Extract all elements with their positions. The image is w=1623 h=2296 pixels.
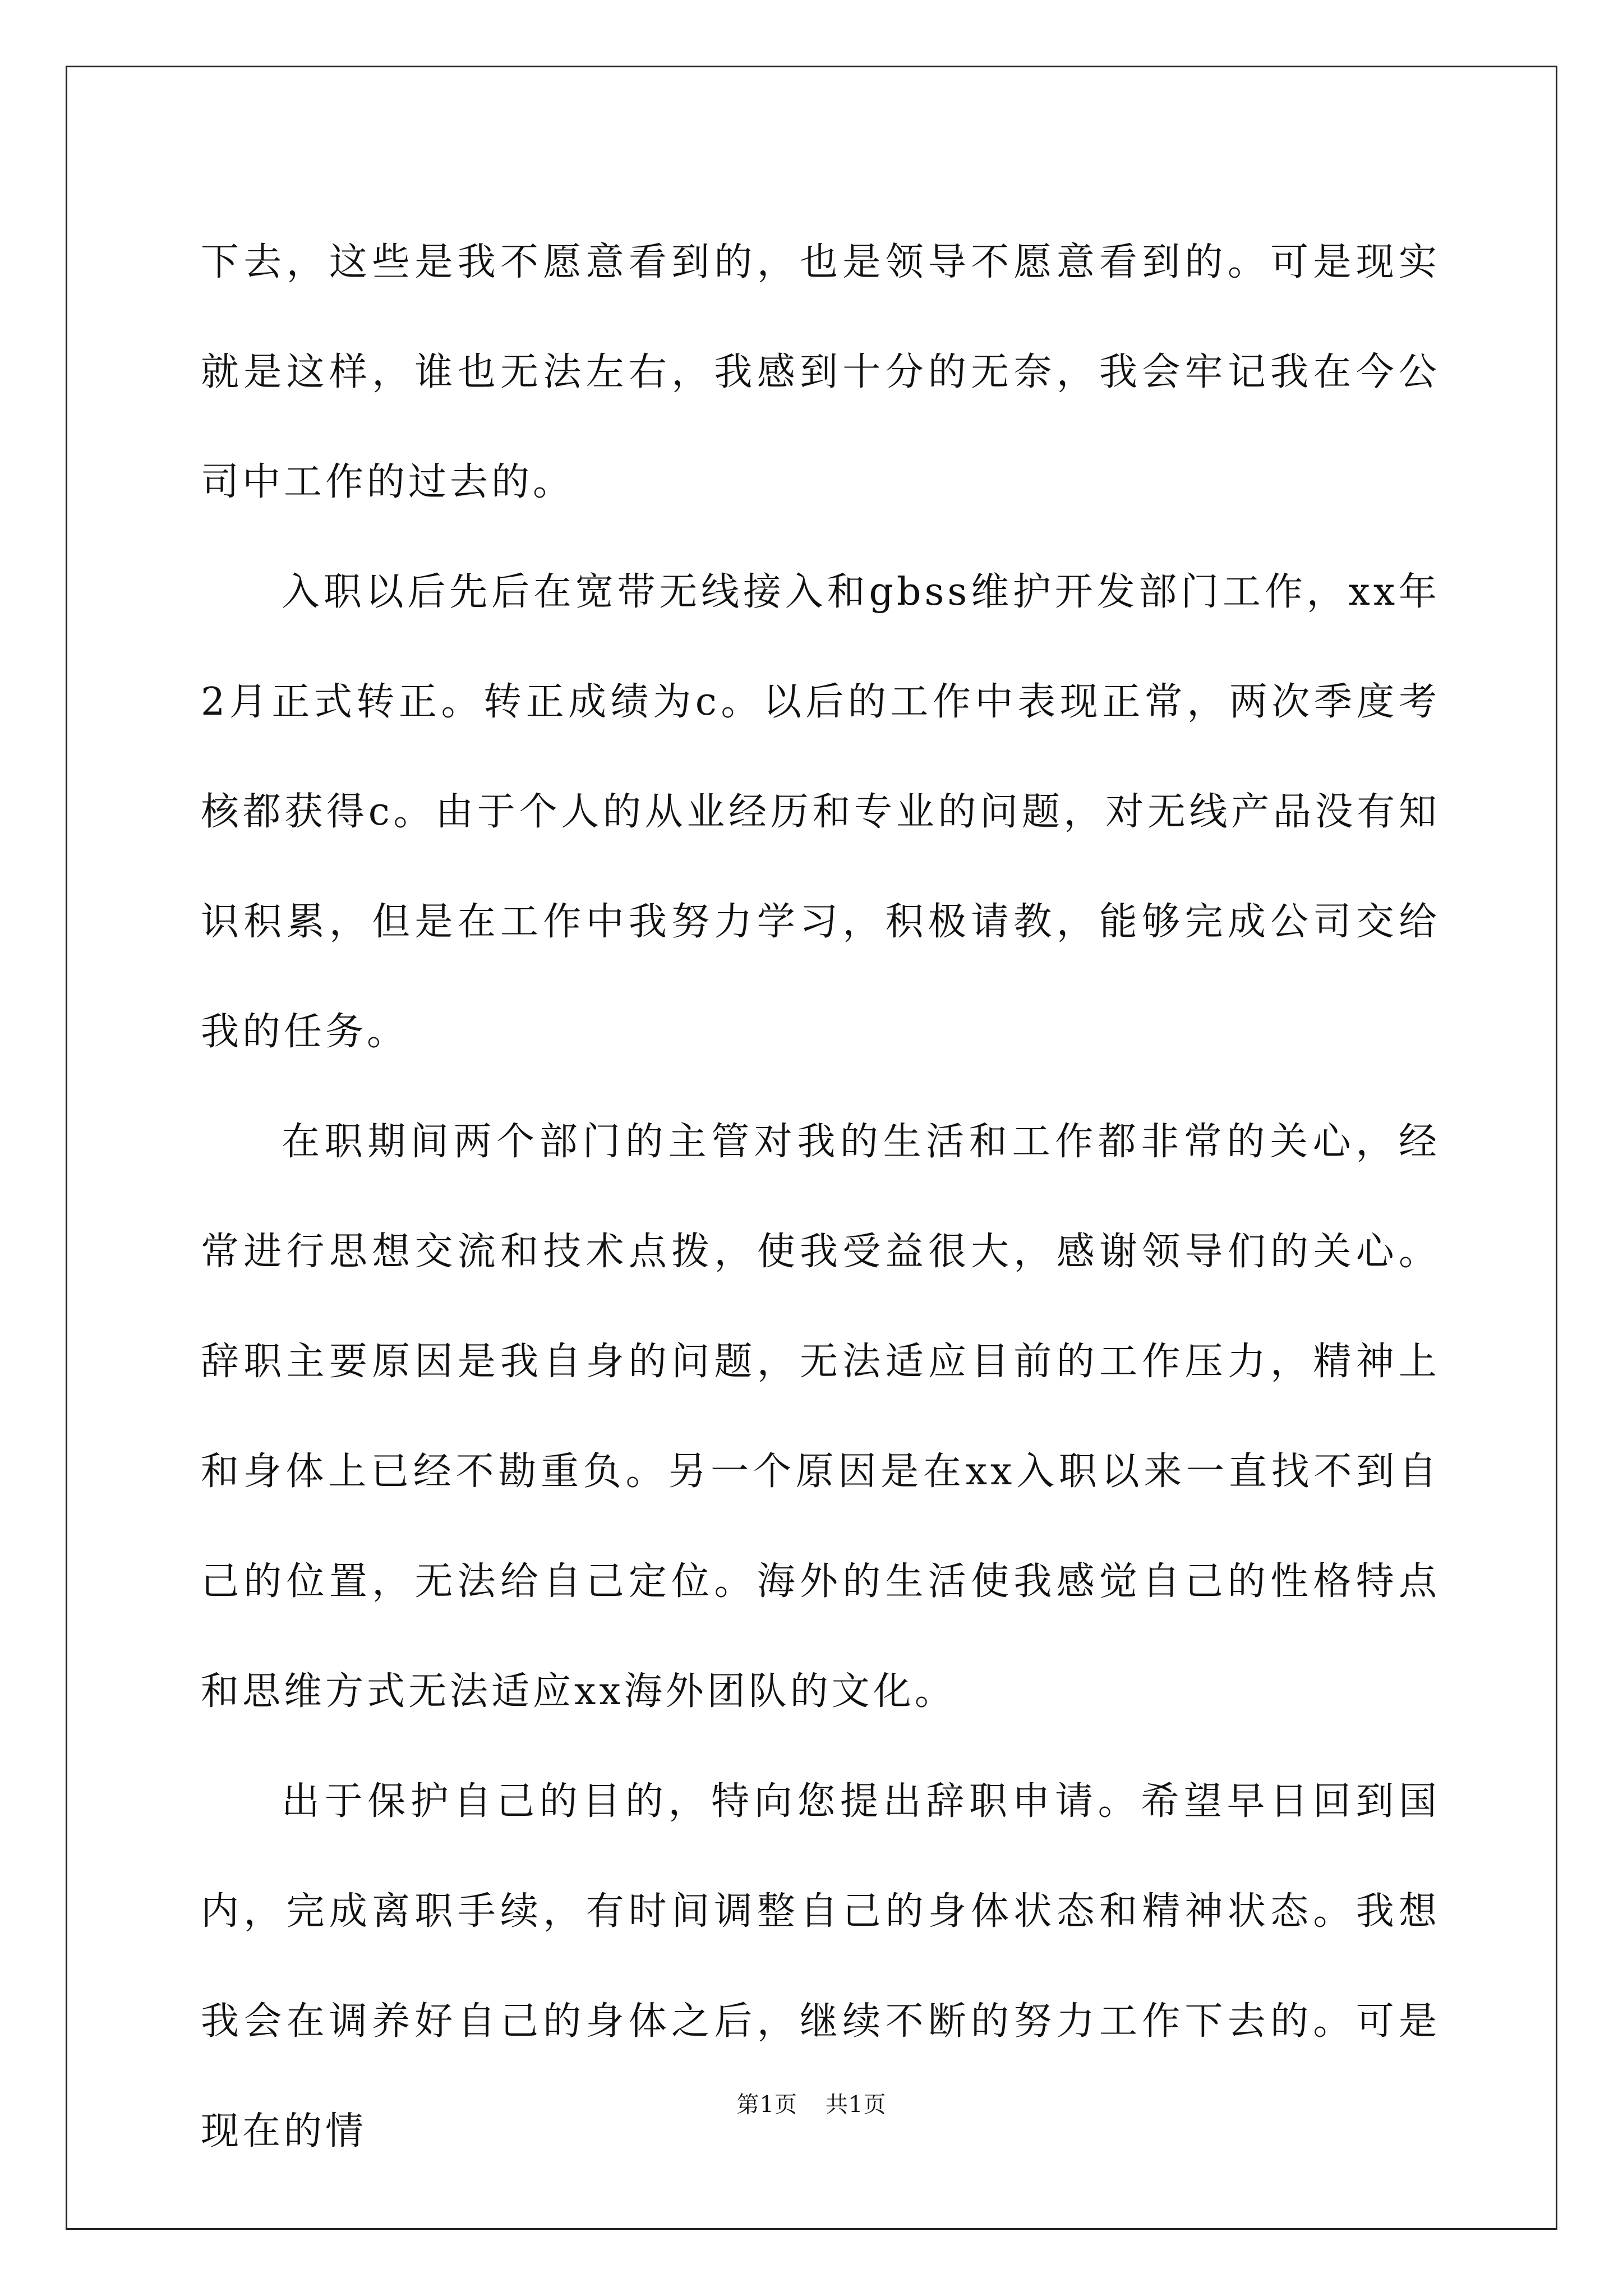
page-number: 第1页 bbox=[736, 2092, 797, 2118]
paragraph-3: 在职期间两个部门的主管对我的生活和工作都非常的关心，经常进行思想交流和技术点拨，使我受益很大，感谢领导们的关心。辞职主要原因是我自身的问题，无法适应目前的工作压力，精神上和身体上已经不勘重负。另一个原因是在xx入职以来一直找不到自己的位置，无法给自己定位。海外的生活使我感觉自己的性格特点和思维方式无法适应xx海外团队的文化。 bbox=[201, 1120, 1440, 1714]
paragraph-2: 入职以后先后在宽带无线接入和gbss维护开发部门工作，xx年2月正式转正。转正成绩为c。以后的工作中表现正常，两次季度考核都获得c。由于个人的从业经历和专业的问题，对无线产品没有知识积累，但是在工作中我努力学习，积极请教，能够完成公司交给我的任务。 bbox=[201, 570, 1440, 1054]
page-footer bbox=[0, 2091, 1623, 2119]
paragraph-1: 下去，这些是我不愿意看到的，也是领导不愿意看到的。可是现实就是这样，谁也无法左右，我感到十分的无奈，我会牢记我在今公司中工作的过去的。 bbox=[201, 240, 1440, 504]
document-body bbox=[201, 208, 1440, 2187]
page-total: 共1页 bbox=[826, 2092, 887, 2118]
paragraph-4: 出于保护自己的目的，特向您提出辞职申请。希望早日回到国内，完成离职手续，有时间调整自己的身体状态和精神状态。我想我会在调养好自己的身体之后，继续不断的努力工作下去的。可是现在的情 bbox=[201, 1779, 1440, 2154]
